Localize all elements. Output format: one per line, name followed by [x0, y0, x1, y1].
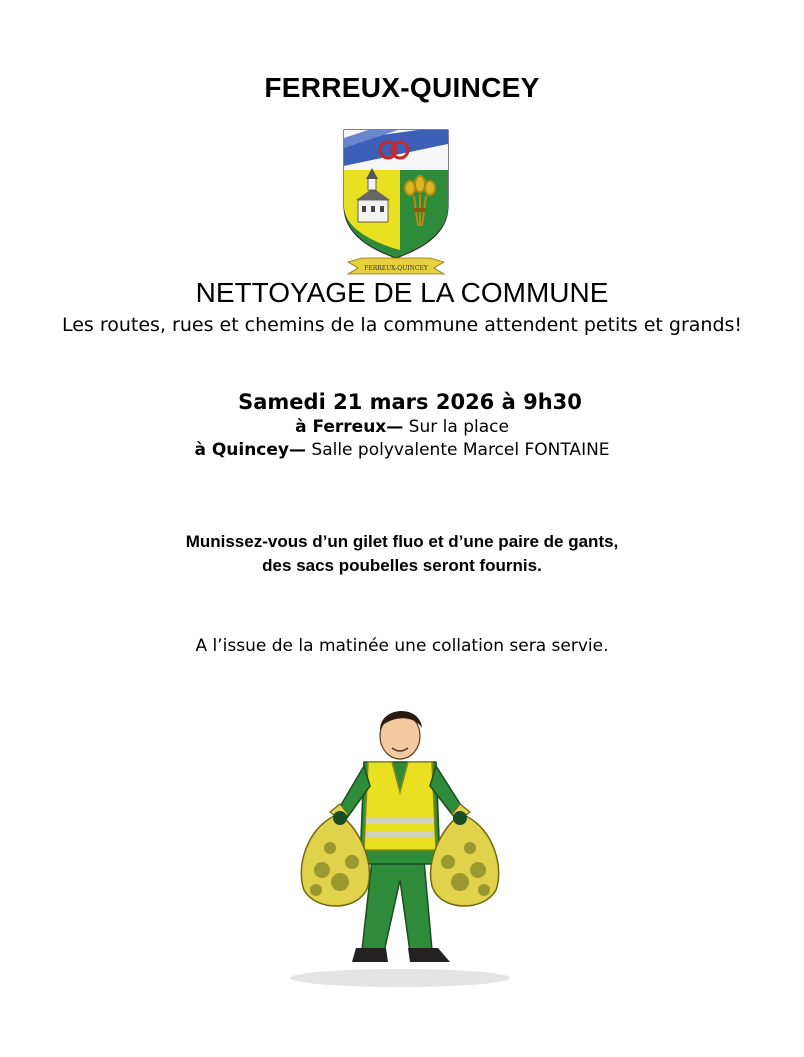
- collation-note: A l’issue de la matinée une collation sera servie.: [195, 636, 609, 656]
- coat-of-arms-icon: [338, 126, 454, 276]
- location-quincey: [0, 440, 804, 460]
- crest-banner-text: FERREUX-QUINCEY: [364, 265, 428, 272]
- location-place: à Ferreux—: [295, 417, 404, 437]
- location-detail: Sur la place: [403, 417, 509, 437]
- location-detail: Salle polyvalente Marcel FONTAINE: [306, 440, 610, 460]
- equipment-instructions: [0, 530, 804, 578]
- town-title: FERREUX-QUINCEY: [264, 72, 540, 103]
- cleanup-worker-illustration: [260, 700, 540, 990]
- equipment-line-2: des sacs poubelles seront fournis.: [262, 556, 542, 575]
- equipment-line-1: Munissez-vous d’un gilet fluo et d’une paire de gants,: [185, 532, 619, 551]
- event-title: NETTOYAGE DE LA COMMUNE: [195, 277, 609, 308]
- event-subtitle: Les routes, rues et chemins de la commune attendent petits et grands!: [61, 314, 743, 336]
- event-date: Samedi 21 mars 2026 à 9h30: [238, 390, 582, 414]
- location-place: à Quincey—: [194, 440, 306, 460]
- location-ferreux: [0, 417, 804, 437]
